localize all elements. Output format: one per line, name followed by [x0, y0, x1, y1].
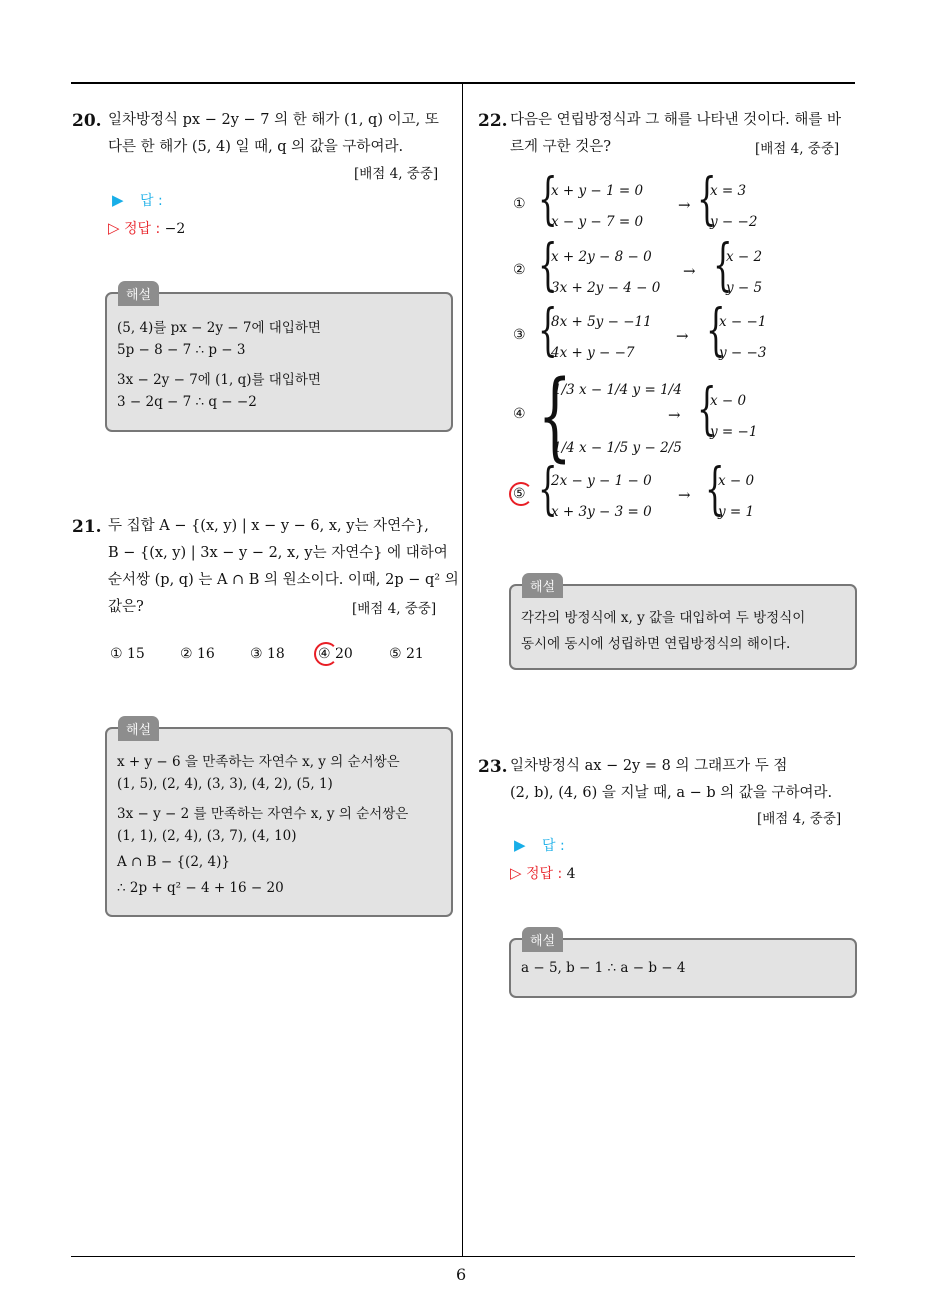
q21-explain-line-1: x + y − 6 을 만족하는 자연수 x, y 의 순서쌍은 [117, 754, 400, 770]
q21-tag: [배점 4, 중중] [352, 601, 437, 617]
q22-option-5-arrow: → [678, 486, 691, 504]
q21-option-4[interactable]: ④ 20 [318, 646, 353, 662]
outline-arrow-icon: ▷ [510, 864, 522, 882]
q23-tag: [배점 4, 중중] [757, 811, 842, 827]
q22-option-2-num[interactable]: ② [513, 262, 526, 278]
q21-text-line4: 값은? [108, 599, 144, 615]
q22-explain-title: 해설 [522, 573, 563, 598]
q22-option-5-sol1: x − 0 [718, 473, 755, 489]
q21-text-line1: 두 집합 A − {(x, y) | x − y − 6, x, y는 자연수}, [108, 518, 429, 534]
selected-circle-mark [314, 642, 338, 666]
q21-explain-line-2: (1, 5), (2, 4), (3, 3), (4, 2), (5, 1) [117, 776, 333, 792]
q22-explain-line-2: 동시에 동시에 성립하면 연립방정식의 해이다. [521, 636, 791, 652]
column-divider [462, 84, 463, 1256]
q23-number: 23. [478, 757, 508, 777]
q21-explain-line-5: A ∩ B − {(2, 4)} [117, 854, 230, 870]
q22-option-1-eq2: x − y − 7 = 0 [551, 214, 644, 230]
q22-option-5-sol2: y = 1 [718, 504, 755, 520]
q20-answer-label: 답 : [140, 193, 163, 209]
q23-answer-row [514, 835, 565, 855]
q22-option-1-eq1: x + y − 1 = 0 [551, 183, 644, 199]
q22-option-2-sol1: x − 2 [726, 249, 763, 265]
q20-number: 20. [72, 111, 102, 131]
q22-option-3-num[interactable]: ③ [513, 327, 526, 343]
q21-explain-line-6: ∴ 2p + q² − 4 + 16 − 20 [117, 880, 284, 896]
q20-explain-line-1: (5, 4)를 px − 2y − 7에 대입하면 [117, 320, 321, 336]
q22-option-1-sol2: y − −2 [710, 214, 758, 230]
q22-tag: [배점 4, 중중] [755, 141, 840, 157]
q23-correct-row [510, 863, 576, 883]
q20-text-line2: 다른 한 해가 (5, 4) 일 때, q 의 값을 구하여라. [108, 139, 404, 155]
q21-text-line2: B − {(x, y) | 3x − y − 2, x, y는 자연수} 에 대하여 [108, 545, 448, 561]
q20-correct-value: −2 [164, 221, 186, 237]
q20-answer-row [112, 190, 163, 210]
q20-text-line1: 일차방정식 px − 2y − 7 의 한 해가 (1, q) 이고, 또 [108, 112, 439, 128]
outline-arrow-icon: ▷ [108, 219, 120, 237]
q20-explain-box [105, 292, 453, 432]
q22-option-4-eq1: 1/3 x − 1/4 y = 1/4 [553, 382, 682, 398]
left-brace-icon: { [697, 167, 717, 232]
q21-option-3[interactable]: ③ 18 [250, 646, 285, 662]
q20-correct-label: 정답 : [124, 221, 161, 237]
q23-text-line1: 일차방정식 ax − 2y = 8 의 그래프가 두 점 [510, 758, 788, 774]
q22-option-2-eq2: 3x + 2y − 4 − 0 [551, 280, 661, 296]
q22-option-4-eq2: 1/4 x − 1/5 y − 2/5 [553, 440, 682, 456]
q22-number: 22. [478, 111, 508, 131]
top-rule [71, 82, 855, 84]
q22-option-4-num[interactable]: ④ [513, 406, 526, 422]
left-brace-icon: { [713, 233, 733, 298]
q22-option-2-arrow: → [683, 262, 696, 280]
q23-answer-label: 답 : [542, 838, 565, 854]
q22-option-1-sol1: x = 3 [710, 183, 747, 199]
left-brace-icon: { [538, 360, 572, 472]
q22-option-1-arrow: → [678, 196, 691, 214]
q22-option-4-sol1: x − 0 [710, 393, 747, 409]
play-arrow-icon: ▶ [514, 836, 526, 854]
bottom-rule [71, 1256, 855, 1257]
q20-correct-row [108, 218, 185, 238]
q20-tag: [배점 4, 중중] [354, 166, 439, 182]
q23-explain-line-1: a − 5, b − 1 ∴ a − b − 4 [521, 960, 686, 976]
q22-option-3-arrow: → [676, 327, 689, 345]
q22-text-line2: 르게 구한 것은? [510, 139, 612, 155]
q20-explain-line-2: 5p − 8 − 7 ∴ p − 3 [117, 342, 246, 358]
q22-option-4-arrow: → [668, 406, 681, 424]
q22-option-5-eq2: x + 3y − 3 = 0 [551, 504, 652, 520]
q20-explain-line-4: 3 − 2q − 7 ∴ q − −2 [117, 394, 257, 410]
q22-option-5-num[interactable]: ⑤ [513, 486, 526, 502]
q21-number: 21. [72, 517, 102, 537]
q21-explain-title: 해설 [118, 716, 159, 741]
q22-option-3-sol2: y − −3 [719, 345, 767, 361]
q23-text-line2: (2, b), (4, 6) 을 지날 때, a − b 의 값을 구하여라. [510, 785, 833, 801]
q22-option-3-sol1: x − −1 [719, 314, 767, 330]
page-number: 6 [456, 1265, 467, 1284]
selected-circle-mark [509, 482, 533, 506]
q21-explain-line-4: (1, 1), (2, 4), (3, 7), (4, 10) [117, 828, 297, 844]
left-brace-icon: { [706, 298, 726, 363]
left-brace-icon: { [538, 298, 558, 363]
q22-option-2-sol2: y − 5 [726, 280, 763, 296]
left-brace-icon: { [538, 233, 558, 298]
left-brace-icon: { [538, 457, 558, 522]
q22-option-2-eq1: x + 2y − 8 − 0 [551, 249, 652, 265]
left-brace-icon: { [538, 167, 558, 232]
left-brace-icon: { [697, 377, 717, 442]
left-brace-icon: { [705, 457, 725, 522]
q23-correct-label: 정답 : [526, 866, 563, 882]
q21-text-line3: 순서쌍 (p, q) 는 A ∩ B 의 원소이다. 이때, 2p − q² 의 [108, 572, 459, 588]
q23-correct-value: 4 [566, 866, 576, 882]
q22-text-line1: 다음은 연립방정식과 그 해를 나타낸 것이다. 해를 바 [510, 112, 842, 128]
q20-explain-line-3: 3x − 2y − 7에 (1, q)를 대입하면 [117, 372, 321, 388]
q21-explain-line-3: 3x − y − 2 를 만족하는 자연수 x, y 의 순서쌍은 [117, 806, 409, 822]
q22-option-3-eq2: 4x + y − −7 [551, 345, 635, 361]
q21-option-1[interactable]: ① 15 [110, 646, 145, 662]
q22-option-3-eq1: 8x + 5y − −11 [551, 314, 652, 330]
q20-explain-title: 해설 [118, 281, 159, 306]
q22-option-4-sol2: y = −1 [710, 424, 758, 440]
q21-option-5[interactable]: ⑤ 21 [389, 646, 424, 662]
q21-option-2[interactable]: ② 16 [180, 646, 215, 662]
q22-explain-line-1: 각각의 방정식에 x, y 값을 대입하여 두 방정식이 [521, 610, 806, 626]
play-arrow-icon: ▶ [112, 191, 124, 209]
q22-option-5-eq1: 2x − y − 1 − 0 [551, 473, 652, 489]
q23-explain-title: 해설 [522, 927, 563, 952]
q22-option-1-num[interactable]: ① [513, 196, 526, 212]
